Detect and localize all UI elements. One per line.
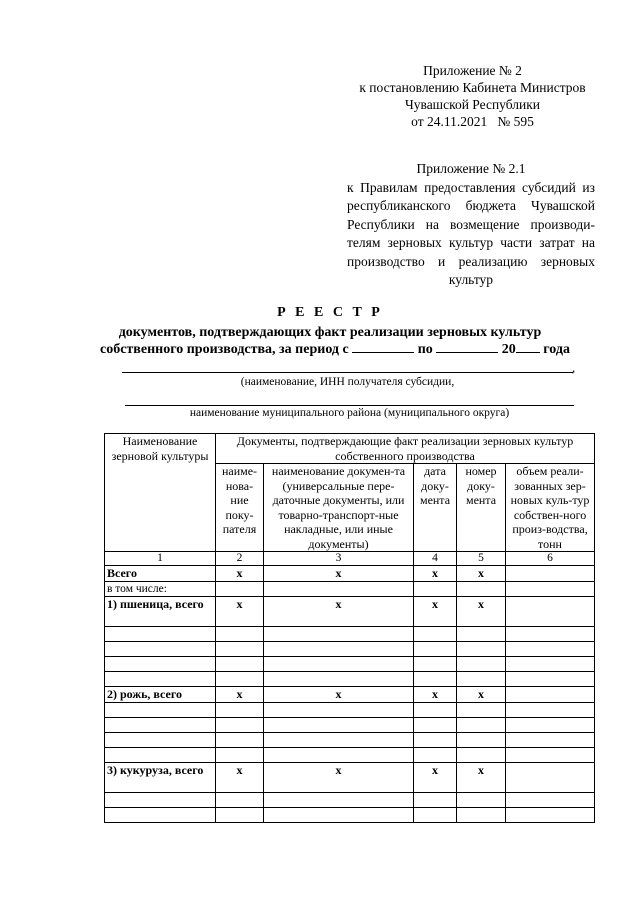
appendix-2-header [355,62,590,130]
table-row [105,732,595,747]
table-row [105,807,595,822]
appendix-2-1-number: Приложение № 2.1 [416,161,526,176]
header-buyer-name: наиме-нова-ние поку-пателя [216,464,264,552]
registry-heading: Р Е Е С Т Р [277,305,383,320]
appendix-2-1-text-line: к Правилам предоставления субсидий из [347,179,595,195]
table-row [105,627,595,642]
appendix-date: от 24.11.2021 № 595 [411,114,534,129]
appendix-number: Приложение № 2 [423,63,522,78]
appendix-decree: к постановлению Кабинета Министров [359,80,586,95]
rye-row: 2) рожь, всего х х х х [105,687,595,703]
header-crop-name: Наименование зерновой культуры [105,434,216,552]
header-documents-group: Документы, подтверждающие факт реализации зерновых культур собственного производства [216,434,595,464]
total-row: Всего х х х х [105,566,595,582]
appendix-2-1-text-line: культур [448,272,494,287]
wheat-label: 1) пшеница, всего [105,597,216,627]
rye-label: 2) рожь, всего [105,687,216,703]
period-from-blank[interactable] [352,342,414,353]
table-header-row [105,434,595,464]
corn-row: 3) кукуруза, всего х х х х [105,762,595,792]
table-row [105,747,595,762]
appendix-2-1-text-line: республиканского бюджета Чувашской [347,198,595,213]
including-row [105,581,595,597]
period-to-blank[interactable] [436,342,498,353]
rye-volume-cell[interactable] [506,687,595,703]
header-document-date: дата доку-мента [414,464,457,552]
recipient-comma: , [572,360,576,375]
total-volume-cell[interactable] [506,566,595,582]
registry-subtitle: документов, подтверждающих факт реализации зерновых культур [118,325,542,340]
appendix-2-1-header [347,160,595,290]
including-label: в том числе: [105,581,216,597]
recipient-name-line[interactable] [122,372,573,373]
recipient-caption: (наименование, ИНН получателя субсидии, [240,376,455,388]
table-row [105,657,595,672]
table-row [105,792,595,807]
municipality-line[interactable] [125,405,574,406]
header-volume: объем реали-зованных зер-новых куль-тур собствен-ного произ-водства, тонн [506,464,595,552]
registry-table [104,433,595,823]
appendix-2-1-text-line: производство и реализацию зерновых [347,253,595,269]
municipality-caption: наименование муниципального района (муниципального округа) [189,407,510,419]
appendix-2-1-text-line: Республики на возмещение производи- [347,216,595,232]
table-row [105,702,595,717]
table-row [105,642,595,657]
corn-label: 3) кукуруза, всего [105,762,216,792]
column-numbers-row: 1 2 3 4 5 6 [105,552,595,566]
wheat-volume-cell[interactable] [506,597,595,627]
document-title [100,304,570,358]
header-document-name: наименование докумен-та (универсальные пере-даточные документы, или товарно-транспорт-ные накладные, или иные документы) [264,464,414,552]
table-row [105,717,595,732]
corn-volume-cell[interactable] [506,762,595,792]
table-row [105,672,595,687]
total-label: Всего [105,566,216,582]
wheat-row: 1) пшеница, всего х х х х [105,597,595,627]
appendix-republic: Чувашской Республики [404,97,541,112]
registry-period: собственного производства, за период с по 20 года [100,342,570,357]
appendix-2-1-text-line: телям зерновых культур части затрат на [347,235,595,250]
period-year-blank[interactable] [516,342,540,353]
header-document-number: номер доку-мента [457,464,506,552]
